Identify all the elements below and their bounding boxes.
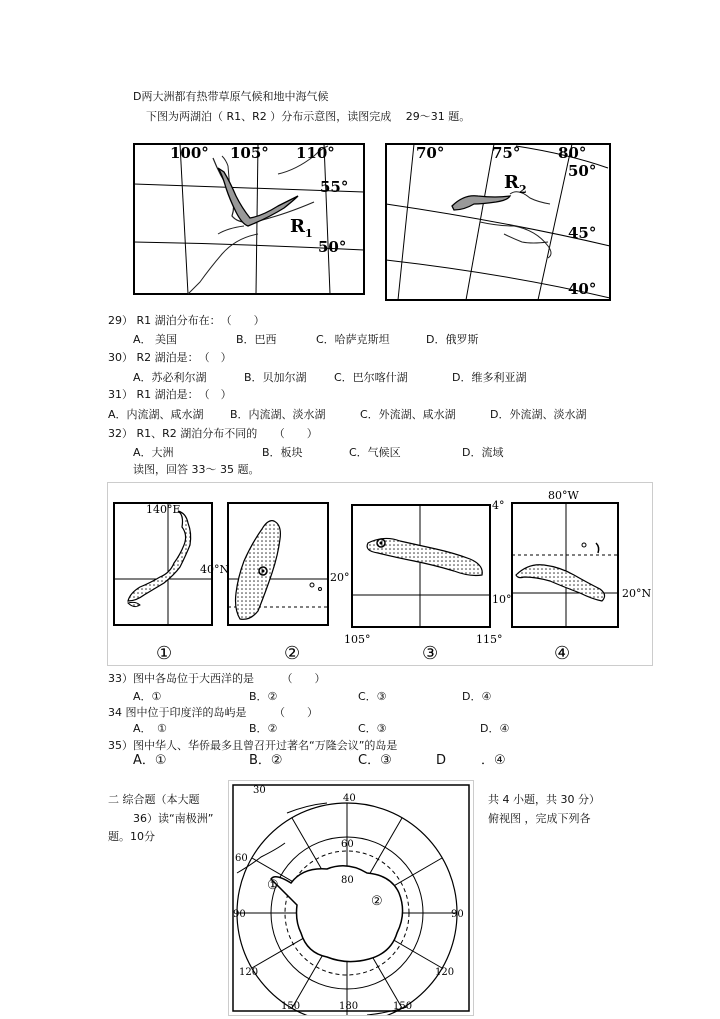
ant-label-120-right: 120 [435, 967, 455, 978]
q36-points: 题。10分 [108, 830, 155, 843]
island3-lat-bottom: 10° [492, 593, 512, 606]
q31-stem: 31） R1 湖泊是： （ ） [108, 388, 232, 401]
map-r1 [134, 144, 364, 294]
map-r2 [386, 144, 610, 300]
island-map-4 [512, 489, 651, 664]
label-r1: $R_1$ [290, 216, 313, 240]
antarctica-svg [229, 781, 473, 1015]
island1-lat-label: 40°N [200, 563, 230, 576]
island-map-3 [344, 499, 512, 664]
q30-a[interactable]: A．苏必利尔湖 [133, 371, 207, 384]
island-number-2: ② [284, 643, 301, 664]
map1-lat-50: 50° [318, 238, 347, 256]
q35-a[interactable]: A．① [133, 753, 167, 768]
q32-b[interactable]: B．板块 [262, 446, 303, 459]
ant-marker-1: ① [267, 878, 279, 893]
q32-a[interactable]: A．大洲 [133, 446, 174, 459]
map2-lon-80: 80° [558, 144, 587, 162]
q31-c[interactable]: C．外流湖、咸水湖 [360, 408, 456, 421]
q31-a[interactable]: A．内流湖、咸水湖 [108, 408, 204, 421]
cuba-shape [516, 565, 605, 601]
lakes-figure [118, 134, 614, 306]
map1-lon-110: 110° [296, 144, 335, 162]
q29-d[interactable]: D．俄罗斯 [426, 333, 479, 346]
label-r2: $R_2$ [504, 172, 527, 196]
ant-label-40: 40 [343, 793, 356, 804]
island3-lon-left: 105° [344, 633, 371, 646]
island-number-4: ④ [554, 643, 571, 664]
q35-b[interactable]: B．② [249, 753, 283, 768]
island3-lat-top: 4° [492, 499, 505, 512]
island2-lat-label: 20° [330, 571, 350, 584]
island-number-3: ③ [422, 643, 439, 664]
q31-b[interactable]: B．内流湖、淡水湖 [230, 408, 326, 421]
q35-stem: 35）图中华人、华侨最多且曾召开过著名“万隆会议”的岛是 [108, 739, 398, 752]
q31-d[interactable]: D．外流湖、淡水湖 [490, 408, 587, 421]
ant-label-150-left: 150 [281, 1001, 301, 1012]
ant-label-90-left: 90 [233, 909, 246, 920]
q33-a[interactable]: A．① [133, 690, 162, 703]
ant-label-120-left: 120 [239, 967, 259, 978]
q33-b[interactable]: B．② [249, 690, 278, 703]
q30-stem: 30） R2 湖泊是： （ ） [108, 351, 232, 364]
q33-stem: 33）图中各岛位于大西洋的是 （ ） [108, 672, 326, 685]
map2-lat-45: 45° [568, 224, 597, 242]
map2-lon-75: 75° [492, 144, 521, 162]
island3-lon-right: 115° [476, 633, 503, 646]
ant-marker-2: ② [371, 894, 383, 909]
map2-lat-50: 50° [568, 162, 597, 180]
q34-c[interactable]: C．③ [358, 722, 387, 735]
q30-c[interactable]: C．巴尔喀什湖 [334, 371, 408, 384]
map1-lon-100: 100° [170, 144, 209, 162]
q30-b[interactable]: B．贝加尔湖 [244, 371, 307, 384]
q35-d-mark: ．④ [481, 753, 506, 768]
island4-lat-label: 20°N [622, 587, 652, 600]
option-d-continents: D两大洲都有热带草原气候和地中海气候 [133, 90, 329, 103]
island1-lon-label: 140°E [146, 503, 181, 516]
q34-b[interactable]: B．② [249, 722, 278, 735]
island-map-1 [114, 503, 229, 664]
japan-shape [128, 511, 191, 601]
madagascar-shape [236, 521, 281, 620]
q32-c[interactable]: C．气候区 [349, 446, 401, 459]
q35-c[interactable]: C．③ [358, 753, 392, 768]
q29-a[interactable]: A． 美国 [133, 333, 178, 346]
map1-lon-105: 105° [230, 144, 269, 162]
lake-r2-shape [452, 196, 510, 210]
q35-d[interactable]: D [436, 753, 447, 768]
island-number-1: ① [156, 643, 173, 664]
figure-intro-lakes: 下图为两湖泊（ R1、R2 ）分布示意图，读图完成 29～31 题。 [146, 110, 471, 123]
ant-label-80: 80 [341, 875, 354, 886]
map2-lat-40: 40° [568, 280, 597, 298]
q33-c[interactable]: C．③ [358, 690, 387, 703]
q33-d[interactable]: D．④ [462, 690, 492, 703]
section2-title-right: 共 4 小题，共 30 分） [488, 793, 600, 806]
lakes-maps-svg [118, 134, 614, 306]
read-instruction-islands: 读图，回答 33～ 35 题。 [133, 463, 260, 476]
map1-lat-55: 55° [320, 178, 349, 196]
q29-stem: 29） R1 湖泊分布在： （ ） [108, 314, 265, 327]
q29-b[interactable]: B．巴西 [236, 333, 277, 346]
q34-a[interactable]: A． ① [133, 722, 167, 735]
island4-lon-label: 80°W [548, 489, 579, 502]
q36-text-right: 俯视图 ，完成下列各 [488, 812, 591, 825]
ant-label-60-left: 60 [235, 853, 248, 864]
island-map-2 [228, 503, 350, 664]
ant-label-180: 180 [339, 1001, 359, 1012]
map2-lon-70: 70° [416, 144, 445, 162]
q34-stem: 34 图中位于印度洋的岛屿是 （ ） [108, 706, 318, 719]
antarctica-figure [228, 780, 474, 1016]
ant-label-150-right: 150 [393, 1001, 413, 1012]
q30-d[interactable]: D．维多利亚湖 [452, 371, 527, 384]
q32-d[interactable]: D．流域 [462, 446, 504, 459]
q32-stem: 32） R1、R2 湖泊分布不同的 （ ） [108, 427, 318, 440]
q29-c[interactable]: C．哈萨克斯坦 [316, 333, 390, 346]
islands-svg [108, 483, 652, 665]
ant-label-30: 30 [253, 785, 266, 796]
ant-label-90-right: 90 [451, 909, 464, 920]
section2-title-left: 二 综合题（本大题 [108, 793, 200, 806]
ant-label-60-top: 60 [341, 839, 354, 850]
q34-d[interactable]: D．④ [480, 722, 510, 735]
islands-figure [107, 482, 653, 666]
q36-text-left: 36）读“南极洲” [133, 812, 214, 825]
